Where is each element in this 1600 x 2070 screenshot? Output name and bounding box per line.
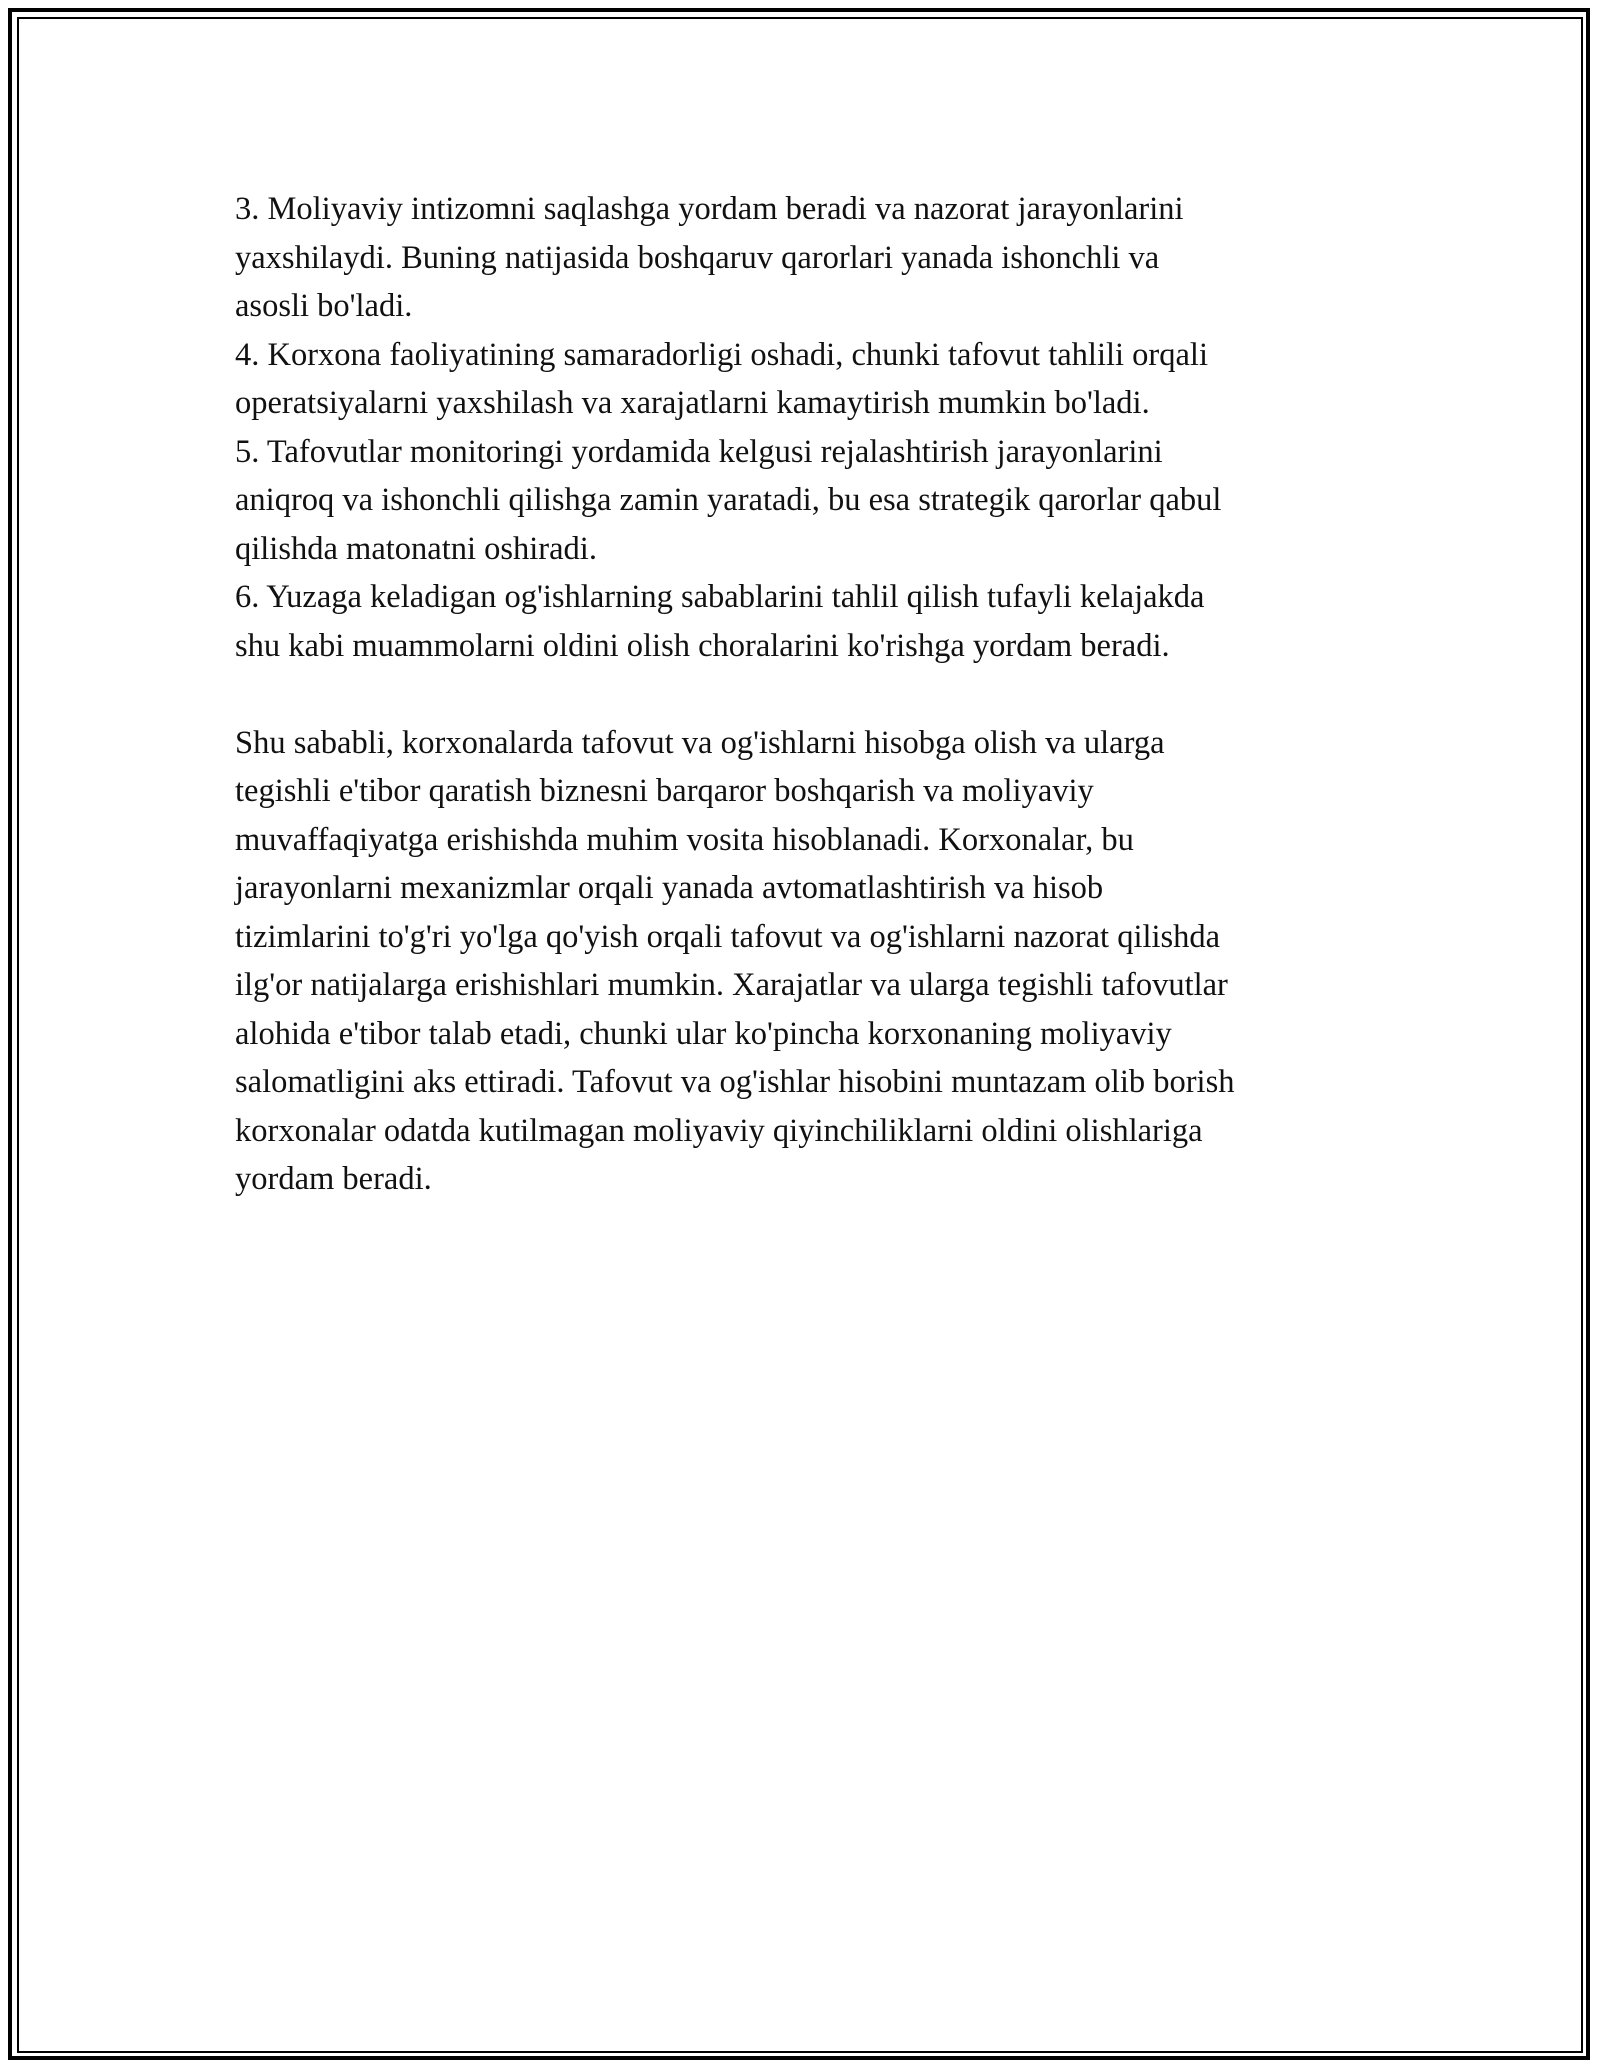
- paragraph-line: jarayonlarni mexanizmlar orqali yanada avtomatlashtirish va hisob: [235, 870, 1104, 906]
- list-line: asosli bo'ladi.: [235, 288, 413, 324]
- paragraph-gap: [235, 670, 1395, 719]
- conclusion-paragraph: [235, 719, 1395, 1204]
- paragraph-line: muvaffaqiyatga erishishda muhim vosita hisoblanadi. Korxonalar, bu: [235, 821, 1134, 858]
- list-line: 6. Yuzaga keladigan og'ishlarning sabablarini tahlil qilish tufayli kelajakda: [235, 579, 1205, 615]
- list-line: shu kabi muammolarni oldini olish choralarini ko'rishga yordam beradi.: [235, 627, 1170, 664]
- list-line: 5. Tafovutlar monitoringi yordamida kelgusi rejalashtirish jarayonlarini: [235, 433, 1163, 470]
- list-line: aniqroq va ishonchli qilishga zamin yaratadi, bu esa strategik qarorlar qabul: [235, 482, 1222, 518]
- list-line: 3. Moliyaviy intizomni saqlashga yordam beradi va nazorat jarayonlarini: [235, 191, 1184, 227]
- list-line: 4. Korxona faoliyatining samaradorligi oshadi, chunki tafovut tahlili orqali: [235, 336, 1208, 373]
- paragraph-line: salomatligini aks ettiradi. Tafovut va og'ishlar hisobini muntazam olib borish: [235, 1064, 1235, 1100]
- numbered-list: [235, 185, 1395, 670]
- paragraph-line: korxonalar odatda kutilmagan moliyaviy qiyinchiliklarni oldini olishlariga: [235, 1112, 1203, 1149]
- paragraph-line: alohida e'tibor talab etadi, chunki ular ko'pincha korxonaning moliyaviy: [235, 1015, 1172, 1052]
- paragraph-line: yordam beradi.: [235, 1161, 432, 1197]
- list-line: yaxshilaydi. Buning natijasida boshqaruv qarorlari yanada ishonchli va: [235, 239, 1160, 276]
- paragraph-line: tegishli e'tibor qaratish biznesni barqaror boshqarish va moliyaviy: [235, 773, 1094, 809]
- list-line: operatsiyalarni yaxshilash va xarajatlarni kamaytirish mumkin bo'ladi.: [235, 385, 1150, 421]
- list-line: qilishda matonatni oshiradi.: [235, 530, 597, 567]
- paragraph-line: tizimlarini to'g'ri yo'lga qo'yish orqali tafovut va og'ishlarni nazorat qilishda: [235, 918, 1221, 955]
- document-body: [235, 185, 1395, 1204]
- paragraph-line: ilg'or natijalarga erishishlari mumkin. Xarajatlar va ularga tegishli tafovutlar: [235, 967, 1228, 1003]
- paragraph-line: Shu sababli, korxonalarda tafovut va og'ishlarni hisobga olish va ularga: [235, 724, 1165, 761]
